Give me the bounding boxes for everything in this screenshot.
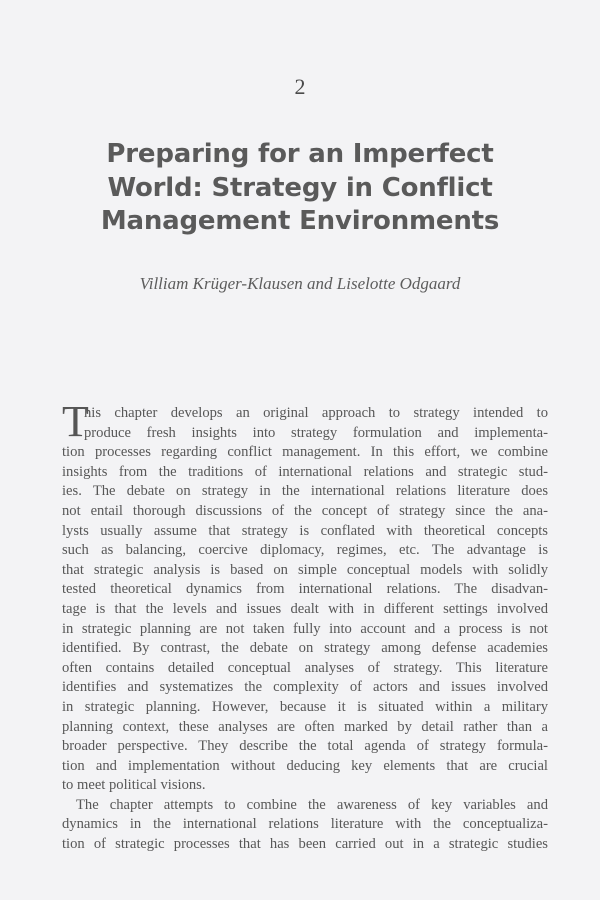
text-line: insights from the traditions of international relations and strategic stud- <box>62 463 548 480</box>
title-line: Management Environments <box>100 206 500 236</box>
text-line: planning context, these analyses are often marked by detail rather than a <box>62 718 548 735</box>
text-line: dynamics in the international relations literature with the conceptualiza- <box>62 816 548 833</box>
chapter-body <box>62 397 548 855</box>
text-line: identifies and systematizes the complexity of actors and issues involved <box>62 679 548 696</box>
text-line: tested theoretical dynamics from international relations. The disadvan- <box>62 581 548 598</box>
text-line: broader perspective. They describe the total agenda of strategy formula- <box>62 738 548 755</box>
chapter-number: 2 <box>294 74 306 99</box>
chapter-authors: Villiam Krüger-Klausen and Liselotte Odgaard <box>139 274 461 293</box>
text-line: his chapter develops an original approach to strategy intended to <box>84 405 548 421</box>
text-line: in strategic planning are not taken fully into account and a process is not <box>62 620 548 637</box>
text-line: often contains detailed conceptual analyses of strategy. This literature <box>62 659 548 676</box>
chapter-title <box>0 138 600 239</box>
text-line: lysts usually assume that strategy is conflated with theoretical concepts <box>62 522 548 539</box>
title-line: World: Strategy in Conflict <box>107 172 493 203</box>
text-line: identified. By contrast, the debate on strategy among defense academies <box>62 640 548 657</box>
text-line: tion of strategic processes that has been carried out in a strategic studies <box>62 836 548 853</box>
paragraph-2 <box>62 796 548 855</box>
text-line: ies. The debate on strategy in the international relations literature does <box>62 483 548 500</box>
text-line: produce fresh insights into strategy formulation and implementa- <box>84 424 548 441</box>
text-line: not entail thorough discussions of the concept of strategy since the ana- <box>62 502 548 519</box>
text-line: tion processes regarding conflict management. In this effort, we combine <box>62 444 548 461</box>
text-line: tage is that the levels and issues dealt with in different settings involved <box>62 600 548 617</box>
drop-cap: T <box>62 397 89 446</box>
text-line: that strategic analysis is based on simple conceptual models with solidly <box>62 561 548 578</box>
text-line: The chapter attempts to combine the awareness of key variables and <box>76 796 548 813</box>
paragraph-1 <box>62 404 548 796</box>
title-line: Preparing for an Imperfect <box>106 139 494 169</box>
text-line: to meet political visions. <box>62 777 206 794</box>
text-line: tion and implementation without deducing key elements that are crucial <box>62 757 548 774</box>
text-line: in strategic planning. However, because it is situated within a military <box>62 698 548 715</box>
text-line: such as balancing, coercive diplomacy, regimes, etc. The advantage is <box>62 542 548 559</box>
